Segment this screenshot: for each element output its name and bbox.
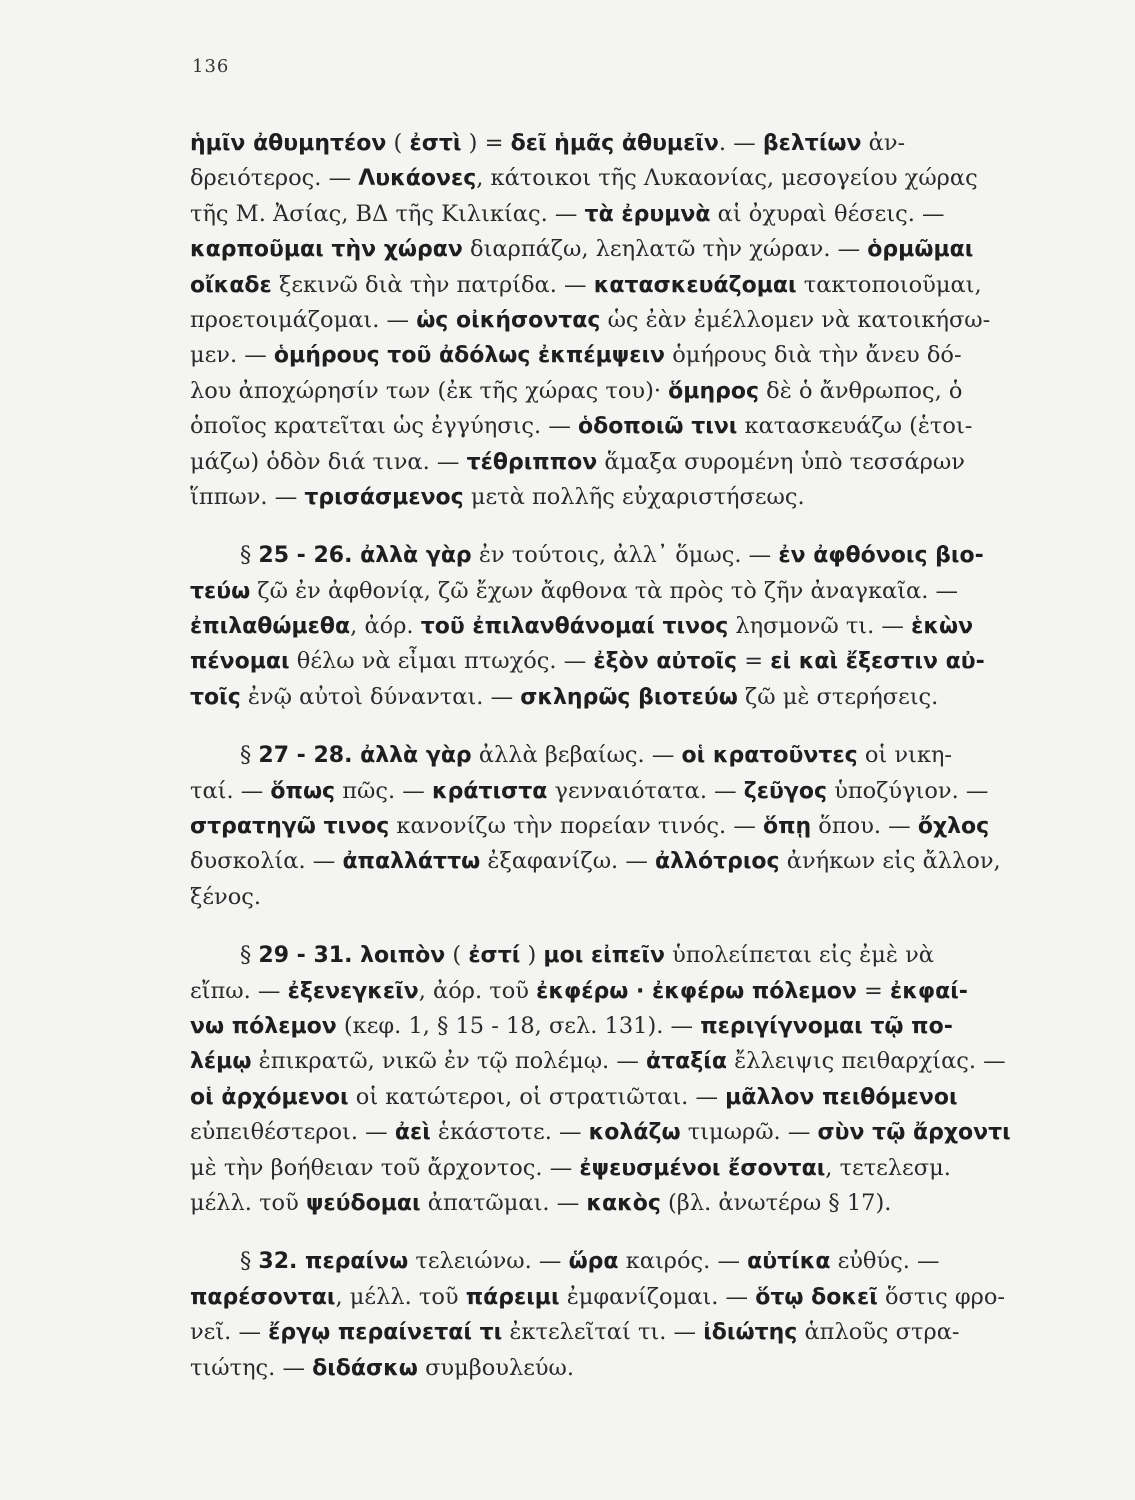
gloss-text: ζῶ ἐν ἀφθονίᾳ, ζῶ ἔχων ἄφθονα τὰ πρὸς τὸ ζῆν ἀναγκαῖα. — [250, 577, 959, 604]
lemma-term: ζεῦγος [743, 778, 828, 804]
gloss-text: τιώτης. — [190, 1354, 313, 1381]
lemma-term: περιγίγνομαι τῷ πο- [700, 1013, 953, 1039]
lemma-term: μοι εἰπεῖν [543, 943, 665, 969]
gloss-text: εὐθύς. — [830, 1248, 940, 1275]
lemma-term: λέμῳ [190, 1049, 252, 1075]
gloss-text: § [240, 742, 259, 769]
text-line [190, 126, 1032, 161]
lemma-term: τοῖς [190, 684, 241, 710]
lemma-term: ἐκφέρω · ἐκφέρω πόλεμον [536, 978, 857, 1004]
lemma-term: παρέσονται [190, 1284, 336, 1310]
lemma-term: κατασκευάζομαι [593, 272, 797, 298]
gloss-text: νεῖ. — [190, 1319, 269, 1346]
lemma-term: ὅπως [270, 778, 336, 804]
lemma-term: πάρειμι [465, 1284, 560, 1310]
gloss-text: ὁποῖος κρατεῖται ὡς ἐγγύησις. — [190, 413, 578, 440]
gloss-text: ἁπλοῦς στρα- [797, 1319, 960, 1346]
lemma-term: αὐτίκα [747, 1249, 831, 1275]
text-line [190, 445, 1032, 480]
gloss-text: ) [520, 942, 544, 969]
gloss-text: ὑπολείπεται εἰς ἐμὲ νὰ [664, 942, 934, 969]
gloss-text: ζῶ μὲ στερήσεις. [737, 683, 939, 710]
gloss-text: κατασκευάζω (ἑτοι- [737, 413, 973, 440]
gloss-text: οἱ νικη- [857, 742, 952, 769]
gloss-text: τιμωρῶ. — [680, 1119, 818, 1146]
gloss-text: ) = [461, 130, 511, 156]
gloss-text: τακτοποιοῦμαι, [796, 271, 982, 298]
lemma-term: κακὸς [586, 1190, 661, 1216]
gloss-text: γενναιότατα. — [547, 777, 744, 804]
gloss-text: ( [386, 130, 410, 156]
text-line [190, 268, 1032, 303]
gloss-text: ὁμήρους διὰ τὴν ἄνευ δό- [665, 342, 962, 369]
text-line [190, 938, 1032, 973]
gloss-text: , κάτοικοι τῆς Λυκαονίας, μεσογείου χώρας [476, 165, 978, 192]
lemma-term: ἐν ἀφθόνοις βιο- [778, 543, 984, 569]
text-line [190, 232, 1032, 267]
gloss-text: , ἀόρ. [350, 613, 421, 640]
lemma-term: μᾶλλον πειθόμενοι [725, 1084, 958, 1110]
lemma-term: καρποῦμαι τὴν χώραν [190, 237, 463, 263]
gloss-text: ὅστις φρο- [877, 1283, 1006, 1310]
gloss-text: ὅπου. — [811, 813, 918, 840]
text-line [190, 680, 1032, 715]
text-line [190, 574, 1032, 609]
gloss-text: (βλ. ἀνωτέρω § 17). [660, 1189, 892, 1216]
text-line [190, 1080, 1032, 1115]
gloss-text: εἴπω. — [190, 977, 288, 1004]
gloss-text: πῶς. — [335, 777, 432, 804]
text-line [190, 880, 1032, 915]
text-line [190, 409, 1032, 444]
text-line [190, 1244, 1032, 1279]
lemma-term: σκληρῶς βιοτεύω [520, 684, 738, 710]
lemma-term: τέθριππον [466, 449, 598, 475]
lemma-term: στρατηγῶ τινος [190, 814, 390, 840]
text-line [190, 738, 1032, 773]
gloss-text: διαρπάζω, λεηλατῶ τὴν χώραν. — [462, 236, 868, 263]
paragraph-p1 [190, 126, 1032, 515]
lemma-term: τὰ ἐρυμνὰ [584, 201, 711, 227]
gloss-text: μέλλ. τοῦ [190, 1189, 306, 1216]
text-line [190, 303, 1032, 338]
gloss-text: κανονίζω τὴν πορείαν τινός. — [389, 813, 763, 840]
gloss-text: (κεφ. 1, § 15 - 18, σελ. 131). — [336, 1012, 701, 1039]
gloss-text: § [240, 942, 259, 969]
text-line [190, 480, 1032, 515]
gloss-text: , τετελεσμ. [825, 1154, 951, 1181]
gloss-text: συμβουλεύω. [417, 1354, 575, 1381]
lemma-term: ἐψευσμένοι ἔσονται [579, 1155, 826, 1181]
text-line [190, 609, 1032, 644]
lemma-term: νω πόλεμον [190, 1013, 337, 1039]
gloss-text: ἀνήκων εἰς ἄλλον, [779, 848, 1001, 875]
lemma-term: τρισάσμενος [304, 484, 464, 510]
lemma-term: ἑκὼν [911, 614, 974, 640]
lemma-term: 25 - 26. ἀλλὰ γὰρ [258, 543, 472, 569]
lemma-term: σὺν τῷ ἄρχοντι [817, 1120, 1011, 1146]
gloss-text: , μέλλ. τοῦ [335, 1283, 466, 1310]
gloss-text: λησμονῶ τι. — [728, 613, 912, 640]
gloss-text: ξένος. [190, 883, 262, 910]
text-line [190, 844, 1032, 879]
gloss-text: καιρός. — [618, 1248, 748, 1275]
text-line [190, 338, 1032, 373]
gloss-text: ἑκάστοτε. — [430, 1119, 589, 1146]
lemma-term: ἐκφαί- [890, 978, 968, 1004]
gloss-text: ὡς ἐὰν ἐμέλλομεν νὰ κατοικήσω- [600, 306, 991, 333]
text-line [190, 1009, 1032, 1044]
lemma-term: ὅπῃ [762, 814, 812, 840]
lemma-term: ὡς οἰκήσοντας [416, 307, 601, 333]
gloss-text: ἵππων. — [190, 483, 305, 510]
lemma-term: κράτιστα [431, 778, 548, 804]
glossary-text [190, 126, 1032, 1386]
lemma-term: 27 - 28. ἀλλὰ γὰρ [258, 743, 472, 769]
lemma-term: 32. περαίνω [258, 1249, 409, 1275]
gloss-text: οἱ κατώτεροι, οἱ στρατιῶται. — [348, 1083, 726, 1110]
gloss-text: ἅμαξα συρομένη ὑπὸ τεσσάρων [597, 448, 965, 475]
gloss-text: ἀλλὰ βεβαίως. — [471, 742, 682, 769]
text-line [190, 161, 1032, 196]
gloss-text: ἐν τούτοις, ἀλλ᾽ ὅμως. — [471, 542, 779, 569]
gloss-text: προετοιμάζομαι. — [190, 306, 417, 333]
gloss-text: ταί. — [190, 777, 271, 804]
text-line [190, 1315, 1032, 1350]
lemma-term: ἔργῳ περαίνεταί τι [268, 1320, 503, 1346]
text-line [190, 374, 1032, 409]
paragraph-p4 [190, 938, 1032, 1221]
lemma-term: Λυκάονες [358, 166, 477, 192]
gloss-text: , ἀόρ. τοῦ [418, 977, 537, 1004]
lemma-term: οἴκαδε [190, 272, 272, 298]
lemma-term: ἐξενεγκεῖν [287, 978, 419, 1004]
paragraph-p2 [190, 538, 1032, 715]
lemma-term: δεῖ ἡμᾶς ἀθυμεῖν [510, 131, 719, 156]
lemma-term: διδάσκω [312, 1355, 418, 1381]
lemma-term: ὄχλος [917, 814, 990, 840]
gloss-text: = [737, 648, 771, 675]
gloss-text: δυσκολία. — [190, 848, 343, 875]
gloss-text: ἐπικρατῶ, νικῶ ἐν τῷ πολέμῳ. — [251, 1048, 646, 1075]
gloss-text: ἐκτελεῖταί τι. — [502, 1319, 704, 1346]
gloss-text: τελειώνω. — [408, 1248, 569, 1275]
text-line [190, 644, 1032, 679]
lemma-term: ἰδιώτης [703, 1320, 798, 1346]
lemma-term: ὁδοποιῶ τινι [578, 414, 738, 440]
text-line [190, 974, 1032, 1009]
lemma-term: τεύω [190, 578, 251, 604]
lemma-term: πένομαι [190, 649, 290, 675]
gloss-text: δὲ ὁ ἄνθρωπος, ὁ [759, 377, 963, 404]
lemma-term: 29 - 31. λοιπὸν [258, 943, 446, 969]
gloss-text: μετὰ πολλῆς εὐχαριστήσεως. [463, 483, 805, 510]
lemma-term: ἡμῖν ἀθυμητέον [190, 131, 387, 156]
lemma-term: τοῦ ἐπιλανθάνομαί τινος [420, 614, 729, 640]
gloss-text: ἀπατῶμαι. — [420, 1189, 587, 1216]
text-line [190, 1044, 1032, 1079]
lemma-term: βελτίων [762, 131, 862, 156]
gloss-text: θέλω νὰ εἶμαι πτωχός. — [289, 648, 594, 675]
gloss-text: ἀν- [861, 130, 906, 156]
gloss-text: δρειότερος. — [190, 165, 359, 192]
paragraph-p3 [190, 738, 1032, 915]
lemma-term: ἀλλότριος [655, 849, 780, 875]
gloss-text: λου ἀποχώρησίν των (ἐκ τῆς χώρας του)· [190, 377, 669, 404]
text-line [190, 774, 1032, 809]
lemma-term: ἐπιλαθώμεθα [190, 614, 351, 640]
gloss-text: μάζω) ὁδὸν διά τινα. — [190, 448, 467, 475]
gloss-text: ἔλλειψις πειθαρχίας. — [726, 1048, 1006, 1075]
gloss-text: τῆς Μ. Ἀσίας, ΒΔ τῆς Κιλικίας. — [190, 200, 585, 227]
gloss-text: § [240, 1248, 259, 1275]
gloss-text: μεν. — [190, 342, 274, 369]
text-line [190, 1351, 1032, 1386]
lemma-term: ἀταξία [646, 1049, 727, 1075]
text-line [190, 197, 1032, 232]
text-line [190, 538, 1032, 573]
lemma-term: οἱ ἀρχόμενοι [190, 1084, 349, 1110]
gloss-text: ἐξαφανίζω. — [480, 848, 655, 875]
lemma-term: ὥρα [568, 1249, 619, 1275]
lemma-term: ὁρμῶμαι [867, 237, 974, 263]
lemma-term: ψεύδομαι [305, 1190, 421, 1216]
lemma-term: ἀπαλλάττω [342, 849, 481, 875]
gloss-text: ὑποζύγιον. — [827, 777, 989, 804]
lemma-term: ὅμηρος [668, 378, 760, 404]
lemma-term: ἐστὶ [409, 131, 462, 156]
paragraph-p5 [190, 1244, 1032, 1386]
gloss-text: = [856, 977, 891, 1004]
gloss-text: § [240, 542, 259, 569]
lemma-term: ἀεὶ [394, 1120, 431, 1146]
text-line [190, 1115, 1032, 1150]
gloss-text: ξεκινῶ διὰ τὴν πατρίδα. — [271, 271, 594, 298]
gloss-text: μὲ τὴν βοήθειαν τοῦ ἄρχοντος. — [190, 1154, 580, 1181]
gloss-text: αἱ ὀχυραὶ θέσεις. — [710, 200, 945, 227]
text-line [190, 1280, 1032, 1315]
gloss-text: εὐπειθέστεροι. — [190, 1119, 395, 1146]
lemma-term: οἱ κρατοῦντες [681, 743, 858, 769]
text-line [190, 1151, 1032, 1186]
gloss-text: ( [445, 942, 469, 969]
page-number: 136 [192, 56, 230, 77]
lemma-term: κολάζω [588, 1120, 681, 1146]
lemma-term: ὁμήρους τοῦ ἀδόλως ἐκπέμψειν [273, 343, 666, 369]
gloss-text: . — [718, 130, 763, 156]
lemma-term: ὅτῳ δοκεῖ [755, 1284, 878, 1310]
lemma-term: ἐξὸν αὐτοῖς [593, 649, 738, 675]
gloss-text: ἐνῷ αὐτοὶ δύνανται. — [240, 683, 521, 710]
gloss-text: ἐμφανίζομαι. — [559, 1283, 756, 1310]
text-line [190, 809, 1032, 844]
lemma-term: ἐστί [468, 943, 521, 969]
lemma-term: εἰ καὶ ἔξεστιν αὐ- [770, 649, 985, 675]
text-line [190, 1186, 1032, 1221]
